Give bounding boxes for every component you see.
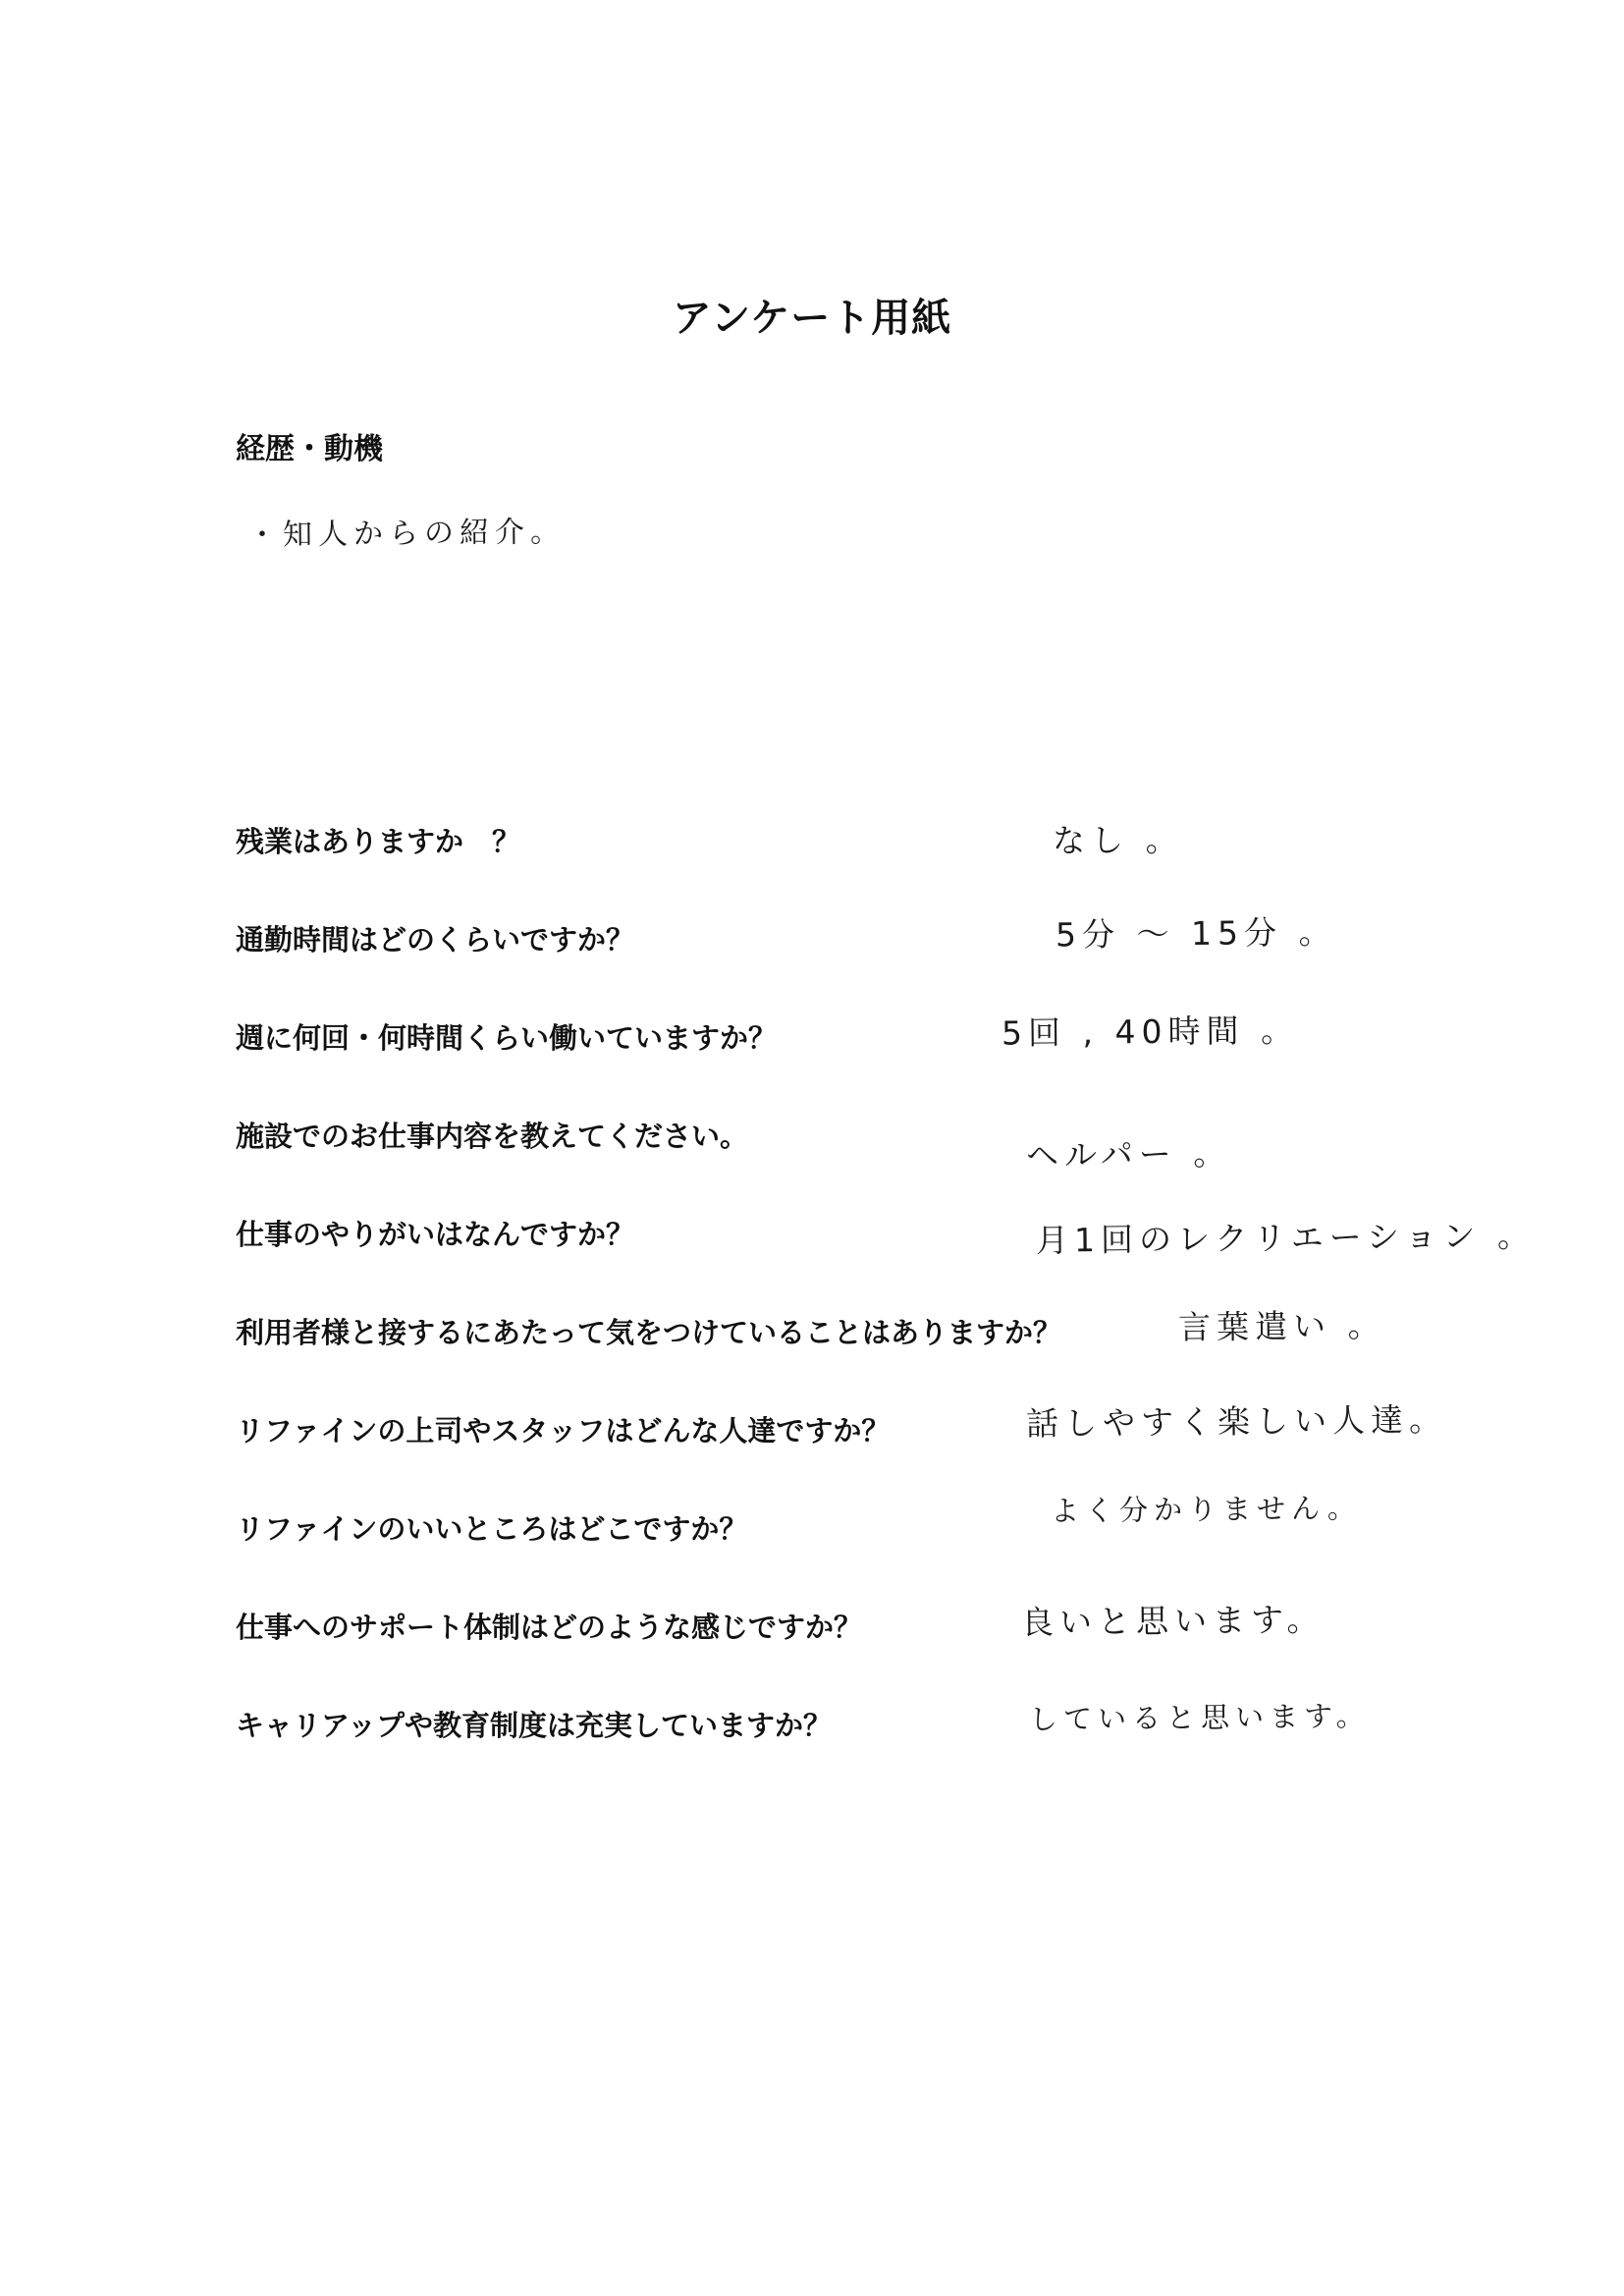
career-motivation-answer: ・知人からの紹介。 <box>246 515 567 553</box>
answer-commute-time: 5分 ～ 15分 。 <box>1055 912 1337 955</box>
answer-overtime: なし 。 <box>1052 820 1184 860</box>
page-title: アンケート用紙 <box>672 296 952 341</box>
answer-good-points: よく分かりません。 <box>1050 1491 1362 1528</box>
question-care-with-users: 利用者様と接するにあたって気をつけていることはありますか？ <box>236 1316 1062 1349</box>
question-colleagues: リファインの上司やスタッフはどんな人達ですか？ <box>236 1414 891 1448</box>
answer-work-frequency: 5回 , 40時間 。 <box>1001 1011 1300 1053</box>
answer-career-education: していると思います。 <box>1028 1699 1371 1736</box>
question-job-content: 施設でのお仕事内容を教えてください。 <box>236 1120 749 1153</box>
answer-care-with-users: 言葉遣い 。 <box>1177 1305 1386 1347</box>
question-career-education: キャリアップや教育制度は充実していますか？ <box>236 1709 832 1742</box>
answer-job-content: ヘルパー 。 <box>1025 1133 1232 1175</box>
answer-colleagues: 話しやすく楽しい人達。 <box>1025 1399 1448 1444</box>
answer-job-satisfaction: 月1回のレクリエーション 。 <box>1035 1216 1537 1260</box>
career-motivation-label: 経歴・動機 <box>236 432 383 466</box>
question-overtime: 残業はありますか ？ <box>236 825 521 858</box>
question-support-system: 仕事へのサポート体制はどのような感じですか？ <box>236 1611 863 1644</box>
answer-support-system: 良いと思います。 <box>1020 1600 1326 1642</box>
question-commute-time: 通勤時間はどのくらいですか？ <box>236 923 635 957</box>
question-work-frequency: 週に何回・何時間くらい働いていますか？ <box>236 1021 778 1055</box>
question-good-points: リファインのいいところはどこですか？ <box>236 1512 748 1546</box>
question-job-satisfaction: 仕事のやりがいはなんですか？ <box>236 1218 635 1251</box>
